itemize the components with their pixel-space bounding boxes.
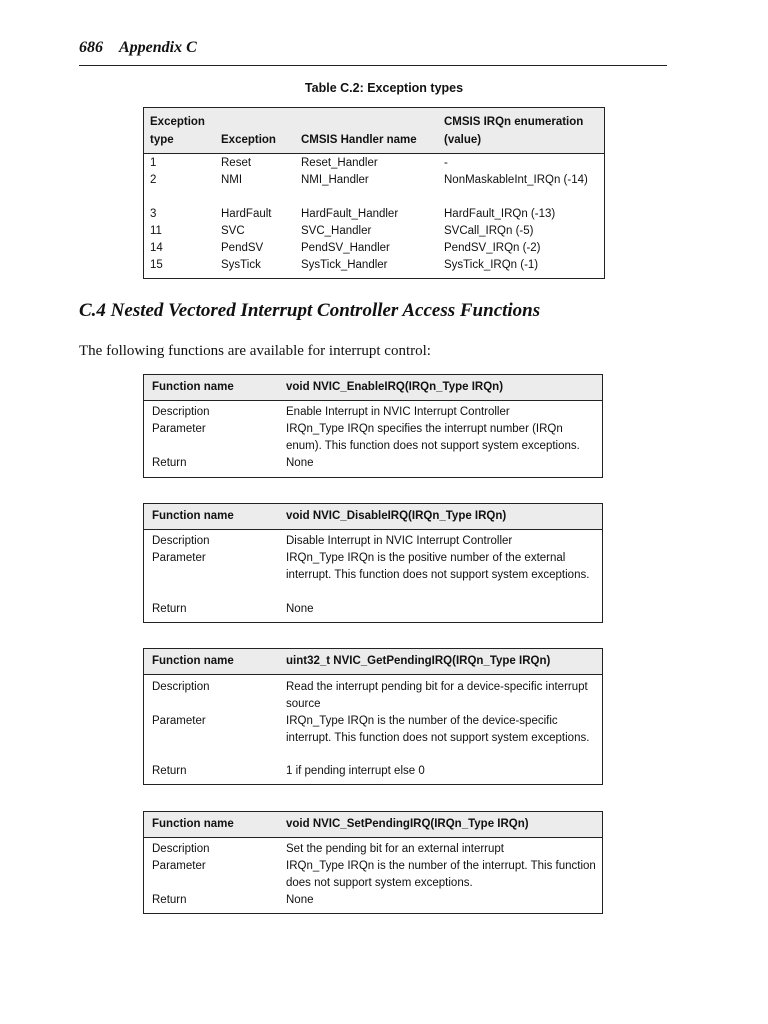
table-row: 11 SVC SVC_Handler SVCall_IRQn (-5) (150, 225, 534, 237)
header-handler-name: CMSIS Handler name (301, 134, 417, 146)
function-table-disable-irq: Function name void NVIC_DisableIRQ(IRQn_Type IRQn) Description Disable Interrupt in NVIC Interrupt Controller Parameter IRQn_Type IRQn is the positive number of the external interrupt. This function does not support system exceptions. Return None (143, 503, 603, 623)
table-row: 2 NMI NMI_Handler NonMaskableInt_IRQn (-14) (150, 174, 588, 186)
function-signature: void NVIC_DisableIRQ(IRQn_Type IRQn) (286, 510, 507, 522)
function-table-header: Function name void NVIC_SetPendingIRQ(IRQn_Type IRQn) (144, 812, 602, 838)
header-irqn-enumeration: CMSIS IRQn enumeration (value) (444, 116, 584, 146)
function-table-header: Function name void NVIC_DisableIRQ(IRQn_Type IRQn) (144, 504, 602, 530)
running-title: Appendix C (119, 39, 197, 56)
function-table-enable-irq: Function name void NVIC_EnableIRQ(IRQn_Type IRQn) Description Enable Interrupt in NVIC Interrupt Controller Parameter IRQn_Type IRQn specifies the interrupt number (IRQn enum). This function does not support system exceptions. Return None (143, 374, 603, 478)
function-signature: void NVIC_EnableIRQ(IRQn_Type IRQn) (286, 381, 504, 393)
function-table-get-pending-irq: Function name uint32_t NVIC_GetPendingIRQ(IRQn_Type IRQn) Description Read the interrupt pending bit for a device-specific interrupt source Parameter IRQn_Type IRQn is the number of the device-specific interrupt. This function does not support system exceptions. Return 1 if pending interrupt else 0 (143, 648, 603, 785)
function-signature: uint32_t NVIC_GetPendingIRQ(IRQn_Type IRQn) (286, 655, 551, 667)
function-table-header: Function name void NVIC_EnableIRQ(IRQn_Type IRQn) (144, 375, 602, 401)
table-row: 15 SysTick SysTick_Handler SysTick_IRQn (-1) (150, 259, 539, 271)
table-row: 14 PendSV PendSV_Handler PendSV_IRQn (-2) (150, 242, 541, 254)
exception-types-table (143, 107, 605, 279)
header-exception: Exception (221, 134, 276, 146)
function-table-header: Function name uint32_t NVIC_GetPendingIRQ(IRQn_Type IRQn) (144, 649, 602, 675)
table-row: 1 Reset Reset_Handler - (150, 157, 448, 169)
table-caption: Table C.2: Exception types (304, 81, 464, 95)
table-header (144, 108, 604, 154)
section-heading: C.4 Nested Vectored Interrupt Controller Access Functions (79, 300, 541, 321)
function-table-set-pending-irq: Function name void NVIC_SetPendingIRQ(IRQn_Type IRQn) Description Set the pending bit for an external interrupt Parameter IRQn_Type IRQn is the number of the interrupt. This function does not support system exceptions. Return None (143, 811, 603, 914)
table-row: 3 HardFault HardFault_Handler HardFault_IRQn (-13) (150, 208, 556, 220)
page-number: 686 (79, 39, 103, 56)
running-head (79, 39, 667, 66)
header-exception-type: Exception type (150, 116, 205, 146)
function-signature: void NVIC_SetPendingIRQ(IRQn_Type IRQn) (286, 818, 529, 830)
intro-paragraph: The following functions are available for interrupt control: (79, 343, 431, 359)
